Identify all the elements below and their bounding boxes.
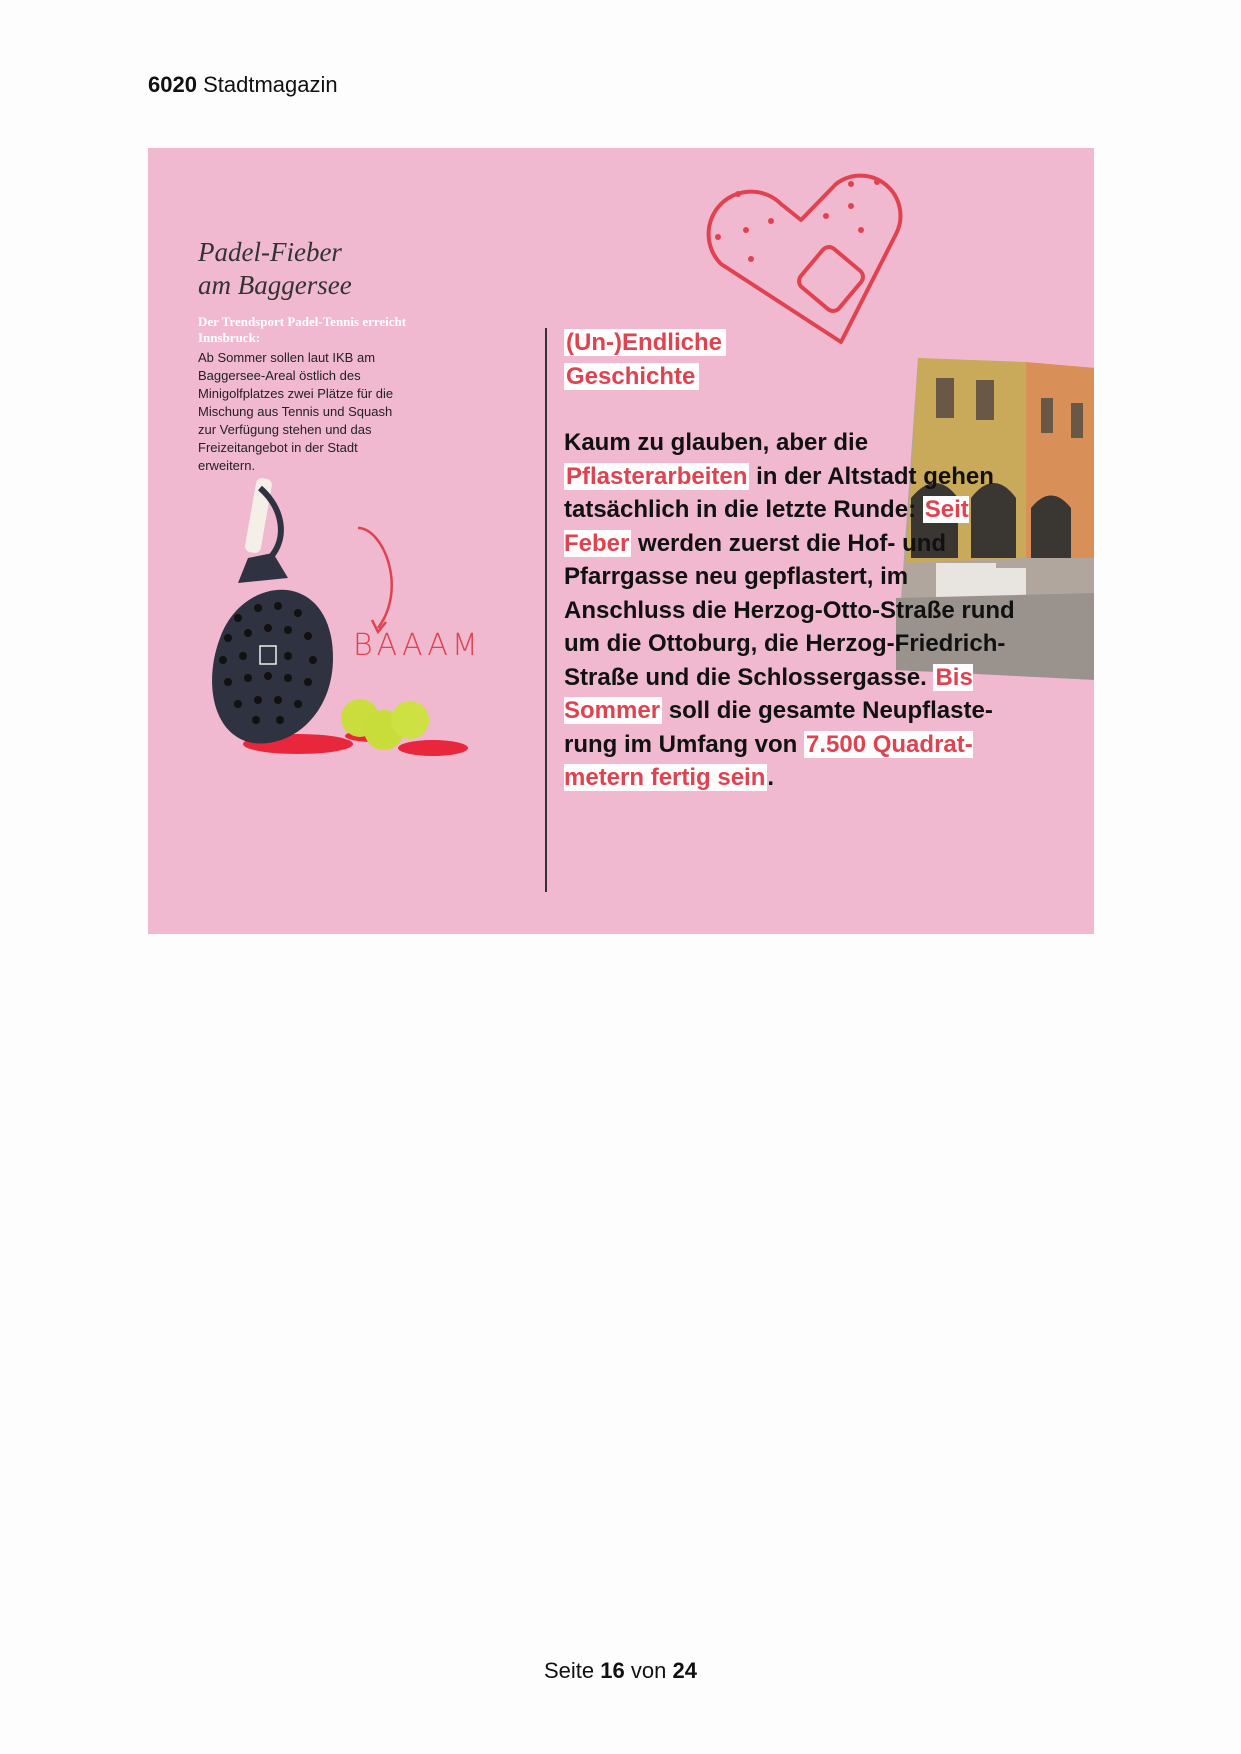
highlight-seit-feber: Seit Feber bbox=[564, 496, 969, 557]
highlight-bis-sommer: Bis Sommer bbox=[564, 663, 973, 724]
baaam-handwriting: BAAAM bbox=[353, 628, 482, 663]
magazine-clipping bbox=[148, 148, 1094, 934]
highlight-pflasterarbeiten: Pflasterarbeiten bbox=[566, 462, 748, 490]
headline-line-2: Geschichte bbox=[564, 363, 699, 390]
total-pages: 24 bbox=[672, 1658, 697, 1683]
document-header bbox=[148, 72, 338, 98]
highlight-quadratmeter: 7.500 Quadratmetern fertig sein bbox=[564, 730, 973, 791]
article-body bbox=[564, 426, 1024, 795]
article-text-3: werden zuerst die Hof- und Pfarrgasse neu gepflastert, im Anschluss die Herzog-Otto-Straße rund um die Ottoburg, die Herzog-Friedrich-Straße und die Schlossergasse. bbox=[564, 529, 1015, 691]
article-text-4: soll die gesamte Neupflasterung im Umfang von bbox=[564, 697, 993, 758]
article-headline bbox=[564, 326, 726, 394]
padel-lead: Der Trendsport Padel-Tennis erreicht Innsbruck: bbox=[198, 314, 407, 345]
footer-mid: von bbox=[630, 1658, 667, 1683]
padel-body: Ab Sommer sollen laut IKB am Baggersee-Areal östlich des Minigolfplatzes zwei Plätze für die Mischung aus Tennis und Squash zur Verfügung stehen und das Freizeitangebot in der Stadt erweitern. bbox=[198, 350, 394, 473]
footer-prefix: Seite bbox=[544, 1658, 595, 1683]
headline-line-1: (Un-)Endliche bbox=[564, 329, 726, 356]
article-text-5: . bbox=[767, 764, 775, 791]
header-title: Stadtmagazin bbox=[203, 72, 338, 97]
header-number: 6020 bbox=[148, 72, 197, 97]
padel-headline: Padel-Fieber am Baggersee bbox=[198, 237, 352, 300]
article-text-2: in der Altstadt gehen tatsächlich in die letzte Runde: bbox=[564, 462, 994, 523]
column-divider bbox=[545, 328, 547, 892]
page-footer bbox=[0, 1658, 1241, 1684]
current-page-number: 16 bbox=[600, 1658, 625, 1683]
article-text-1: Kaum zu glauben, aber die bbox=[564, 429, 869, 456]
